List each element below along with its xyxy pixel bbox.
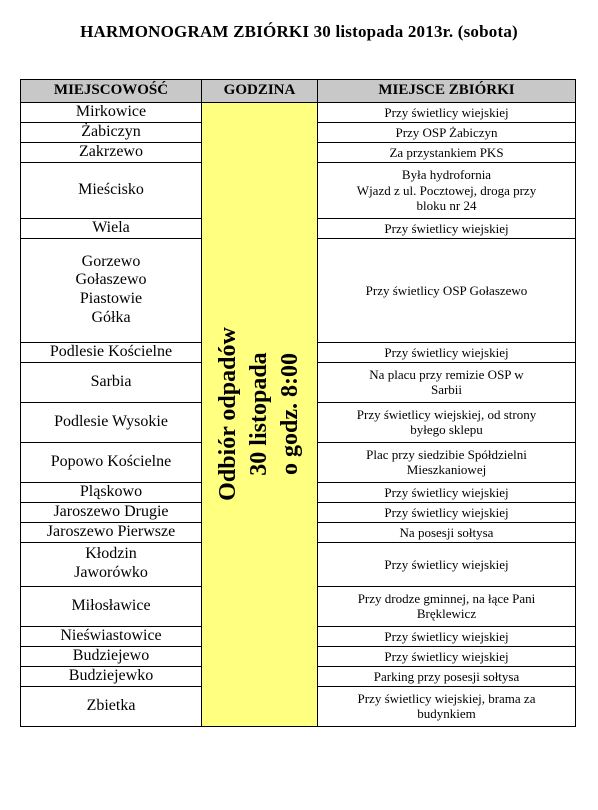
meeting-place-text: Przy świetlicy wiejskiej bbox=[384, 556, 509, 572]
meeting-place-text: Sarbii bbox=[430, 382, 463, 398]
location-name: Miłosławice bbox=[71, 596, 151, 614]
meeting-place-text: Była hydrofornia bbox=[401, 167, 492, 183]
pickup-time-cell bbox=[202, 103, 318, 727]
meeting-place-cell bbox=[318, 586, 576, 626]
location-name: Gorzewo bbox=[81, 252, 141, 270]
meeting-place-cell bbox=[318, 502, 576, 522]
meeting-place-text: byłego sklepu bbox=[410, 422, 483, 438]
meeting-place-cell bbox=[318, 686, 576, 726]
pickup-note-line: o godz. 8:00 bbox=[277, 353, 304, 476]
meeting-place-cell bbox=[318, 162, 576, 218]
location-cell bbox=[21, 666, 202, 686]
meeting-place-cell bbox=[318, 646, 576, 666]
meeting-place-text: Parking przy posesji sołtysa bbox=[373, 668, 520, 684]
meeting-place-text: Przy OSP Żabiczyn bbox=[395, 124, 498, 140]
meeting-place-text: Na posesji sołtysa bbox=[399, 524, 494, 540]
pickup-note-line: Odbiór odpadów bbox=[214, 327, 241, 502]
location-name: Piastowie bbox=[79, 290, 143, 308]
meeting-place-text: Przy świetlicy wiejskiej bbox=[384, 344, 509, 360]
header-time: GODZINA bbox=[202, 80, 318, 103]
location-cell bbox=[21, 402, 202, 442]
meeting-place-cell bbox=[318, 362, 576, 402]
location-cell bbox=[21, 238, 202, 342]
location-name: Zakrzewo bbox=[79, 142, 143, 160]
meeting-place-cell bbox=[318, 342, 576, 362]
header-row bbox=[21, 80, 576, 103]
meeting-place-text: Plac przy siedzibie Spółdzielni bbox=[366, 446, 527, 462]
location-cell bbox=[21, 586, 202, 626]
location-name: Nieświastowice bbox=[60, 626, 162, 644]
meeting-place-cell bbox=[318, 626, 576, 646]
meeting-place-text: bloku nr 24 bbox=[416, 197, 477, 213]
location-cell bbox=[21, 142, 202, 162]
location-name: Wiela bbox=[92, 218, 130, 236]
meeting-place-cell bbox=[318, 218, 576, 238]
location-cell bbox=[21, 502, 202, 522]
location-name: Podlesie Wysokie bbox=[54, 412, 168, 430]
location-name: Budziejewo bbox=[72, 646, 150, 664]
meeting-place-text: Przy świetlicy wiejskiej bbox=[384, 220, 509, 236]
meeting-place-cell bbox=[318, 123, 576, 143]
location-name: Jaworówko bbox=[74, 564, 148, 582]
meeting-place-text: Przy świetlicy wiejskiej bbox=[384, 504, 509, 520]
location-name: Gółka bbox=[91, 309, 131, 327]
meeting-place-cell bbox=[318, 238, 576, 342]
meeting-place-cell bbox=[318, 542, 576, 586]
meeting-place-cell bbox=[318, 103, 576, 123]
location-name: Mirkowice bbox=[75, 103, 147, 121]
meeting-place-text: Przy świetlicy OSP Gołaszewo bbox=[365, 282, 528, 298]
header-location: MIEJSCOWOŚĆ bbox=[21, 80, 202, 103]
meeting-place-cell bbox=[318, 442, 576, 482]
meeting-place-text: Przy świetlicy wiejskiej bbox=[384, 104, 509, 120]
meeting-place-cell bbox=[318, 522, 576, 542]
meeting-place-text: budynkiem bbox=[417, 706, 476, 722]
location-cell bbox=[21, 103, 202, 123]
location-cell bbox=[21, 162, 202, 218]
header-place: MIEJSCE ZBIÓRKI bbox=[318, 80, 576, 103]
location-cell bbox=[21, 123, 202, 143]
meeting-place-text: Mieszkaniowej bbox=[406, 462, 487, 478]
schedule-table bbox=[20, 79, 576, 727]
page-title: HARMONOGRAM ZBIÓRKI 30 listopada 2013r. (sobota) bbox=[80, 22, 518, 41]
pickup-note bbox=[213, 328, 307, 502]
location-name: Podlesie Kościelne bbox=[49, 342, 173, 360]
location-cell bbox=[21, 686, 202, 726]
meeting-place-cell bbox=[318, 666, 576, 686]
meeting-place-text: Przy świetlicy wiejskiej, od strony bbox=[356, 406, 537, 422]
meeting-place-text: Bręklewicz bbox=[416, 606, 477, 622]
meeting-place-text: Za przystankiem PKS bbox=[389, 144, 504, 160]
location-name: Budziejewko bbox=[68, 666, 154, 684]
location-cell bbox=[21, 542, 202, 586]
location-cell bbox=[21, 342, 202, 362]
location-name: Żabiczyn bbox=[81, 123, 141, 140]
meeting-place-text: Przy drodze gminnej, na łące Pani bbox=[357, 590, 536, 606]
location-cell bbox=[21, 626, 202, 646]
location-name: Zbietka bbox=[86, 696, 136, 714]
location-name: Pląskowo bbox=[79, 482, 143, 500]
location-name: Sarbia bbox=[90, 372, 132, 390]
meeting-place-text: Wjazd z ul. Pocztowej, droga przy bbox=[356, 182, 537, 198]
pickup-note-line: 30 listopada bbox=[245, 352, 272, 477]
location-name: Kłodzin bbox=[85, 545, 137, 563]
location-name: Jaroszewo Pierwsze bbox=[46, 522, 176, 540]
location-cell bbox=[21, 646, 202, 666]
location-name: Jaroszewo Drugie bbox=[53, 502, 169, 520]
meeting-place-text: Przy świetlicy wiejskiej bbox=[384, 628, 509, 644]
location-cell bbox=[21, 442, 202, 482]
location-name: Gołaszewo bbox=[75, 271, 147, 289]
location-cell bbox=[21, 522, 202, 542]
location-name: Popowo Kościelne bbox=[50, 452, 172, 470]
meeting-place-text: Przy świetlicy wiejskiej, brama za bbox=[357, 690, 536, 706]
meeting-place-cell bbox=[318, 142, 576, 162]
location-cell bbox=[21, 362, 202, 402]
meeting-place-text: Przy świetlicy wiejskiej bbox=[384, 648, 509, 664]
table-row bbox=[21, 103, 576, 123]
schedule-body bbox=[21, 103, 576, 727]
meeting-place-cell bbox=[318, 402, 576, 442]
meeting-place-text: Na placu przy remizie OSP w bbox=[369, 366, 524, 382]
meeting-place-text: Przy świetlicy wiejskiej bbox=[384, 484, 509, 500]
location-cell bbox=[21, 218, 202, 238]
location-name: Mieścisko bbox=[78, 180, 144, 198]
meeting-place-cell bbox=[318, 482, 576, 502]
location-cell bbox=[21, 482, 202, 502]
